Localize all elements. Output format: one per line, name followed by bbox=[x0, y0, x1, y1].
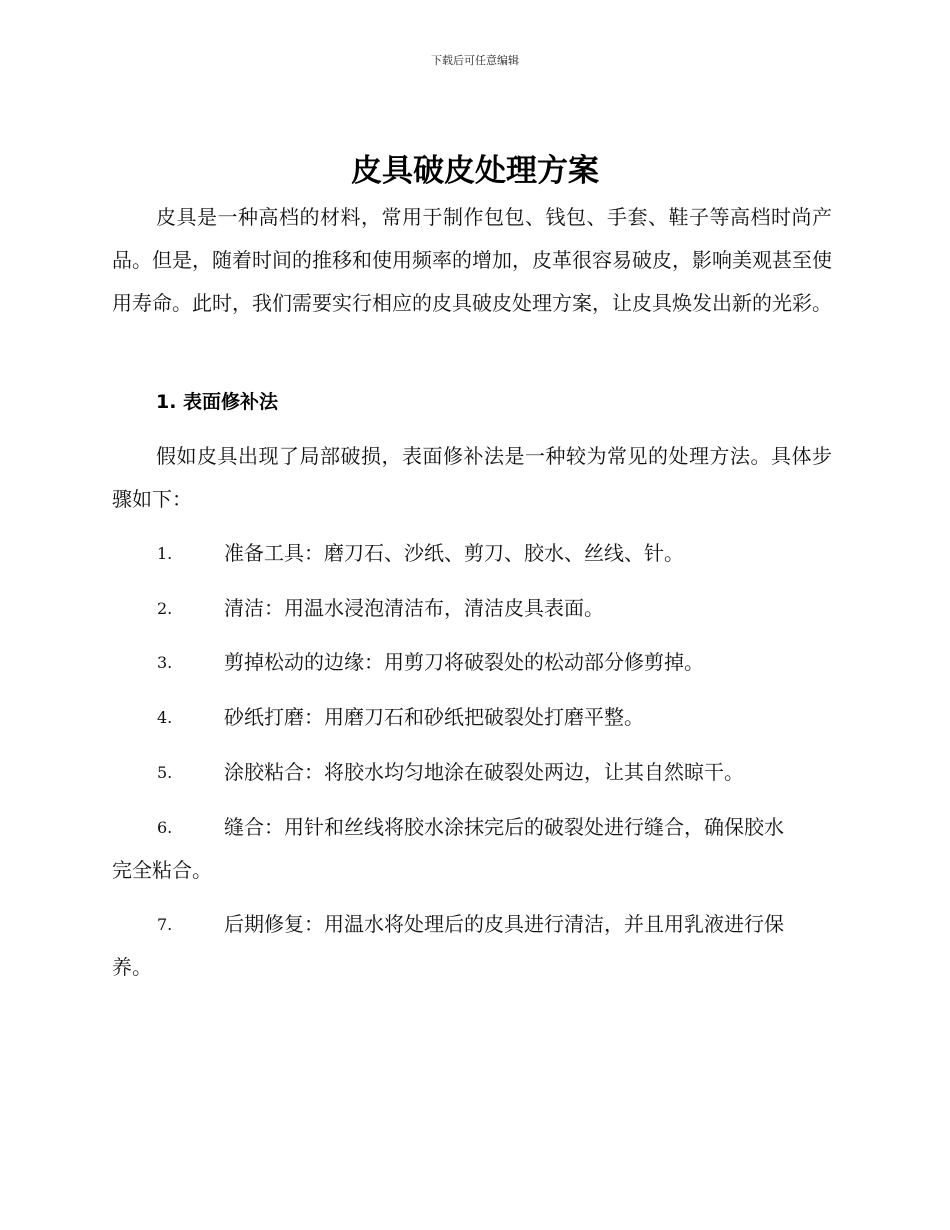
step-text: 剪掉松动的边缘：用剪刀将破裂处的松动部分修剪掉。 bbox=[224, 650, 704, 674]
step-number: 5. bbox=[157, 763, 173, 782]
step-text-continued: 完全粘合。 bbox=[112, 858, 212, 882]
header-note: 下载后可任意编辑 bbox=[431, 54, 519, 67]
step-item bbox=[112, 806, 832, 892]
section-heading: 1. 表面修补法 bbox=[156, 391, 279, 413]
step-item bbox=[112, 696, 832, 739]
step-number: 6. bbox=[157, 818, 173, 837]
step-item bbox=[112, 751, 832, 794]
intro-paragraph: 皮具是一种高档的材料，常用于制作包包、钱包、手套、鞋子等高档时尚产品。但是，随着时间的推移和使用频率的增加，皮革很容易破皮，影响美观甚至使用寿命。此时，我们需要实行相应的皮具破皮处理方案，让皮具焕发出新的光彩。 bbox=[112, 205, 832, 315]
step-text: 涂胶粘合：将胶水均匀地涂在破裂处两边，让其自然晾干。 bbox=[224, 760, 744, 784]
section-lead-paragraph: 假如皮具出现了局部破损，表面修补法是一种较为常见的处理方法。具体步骤如下： bbox=[112, 444, 832, 511]
step-text: 砂纸打磨：用磨刀石和砂纸把破裂处打磨平整。 bbox=[224, 705, 644, 729]
step-number: 4. bbox=[157, 708, 173, 727]
step-number: 3. bbox=[157, 653, 173, 672]
step-item bbox=[112, 903, 832, 989]
step-number: 7. bbox=[157, 915, 173, 934]
step-number: 1. bbox=[157, 544, 173, 563]
step-item bbox=[112, 532, 832, 575]
step-text: 缝合：用针和丝线将胶水涂抹完后的破裂处进行缝合，确保胶水 bbox=[224, 815, 784, 839]
step-item bbox=[112, 641, 832, 684]
step-item bbox=[112, 587, 832, 630]
step-text-continued: 养。 bbox=[112, 955, 152, 979]
step-text: 后期修复：用温水将处理后的皮具进行清洁，并且用乳液进行保 bbox=[224, 912, 784, 936]
step-text: 清洁：用温水浸泡清洁布，清洁皮具表面。 bbox=[224, 596, 604, 620]
step-number: 2. bbox=[157, 599, 173, 618]
step-text: 准备工具：磨刀石、沙纸、剪刀、胶水、丝线、针。 bbox=[224, 541, 684, 565]
document-title: 皮具破皮处理方案 bbox=[351, 153, 599, 189]
